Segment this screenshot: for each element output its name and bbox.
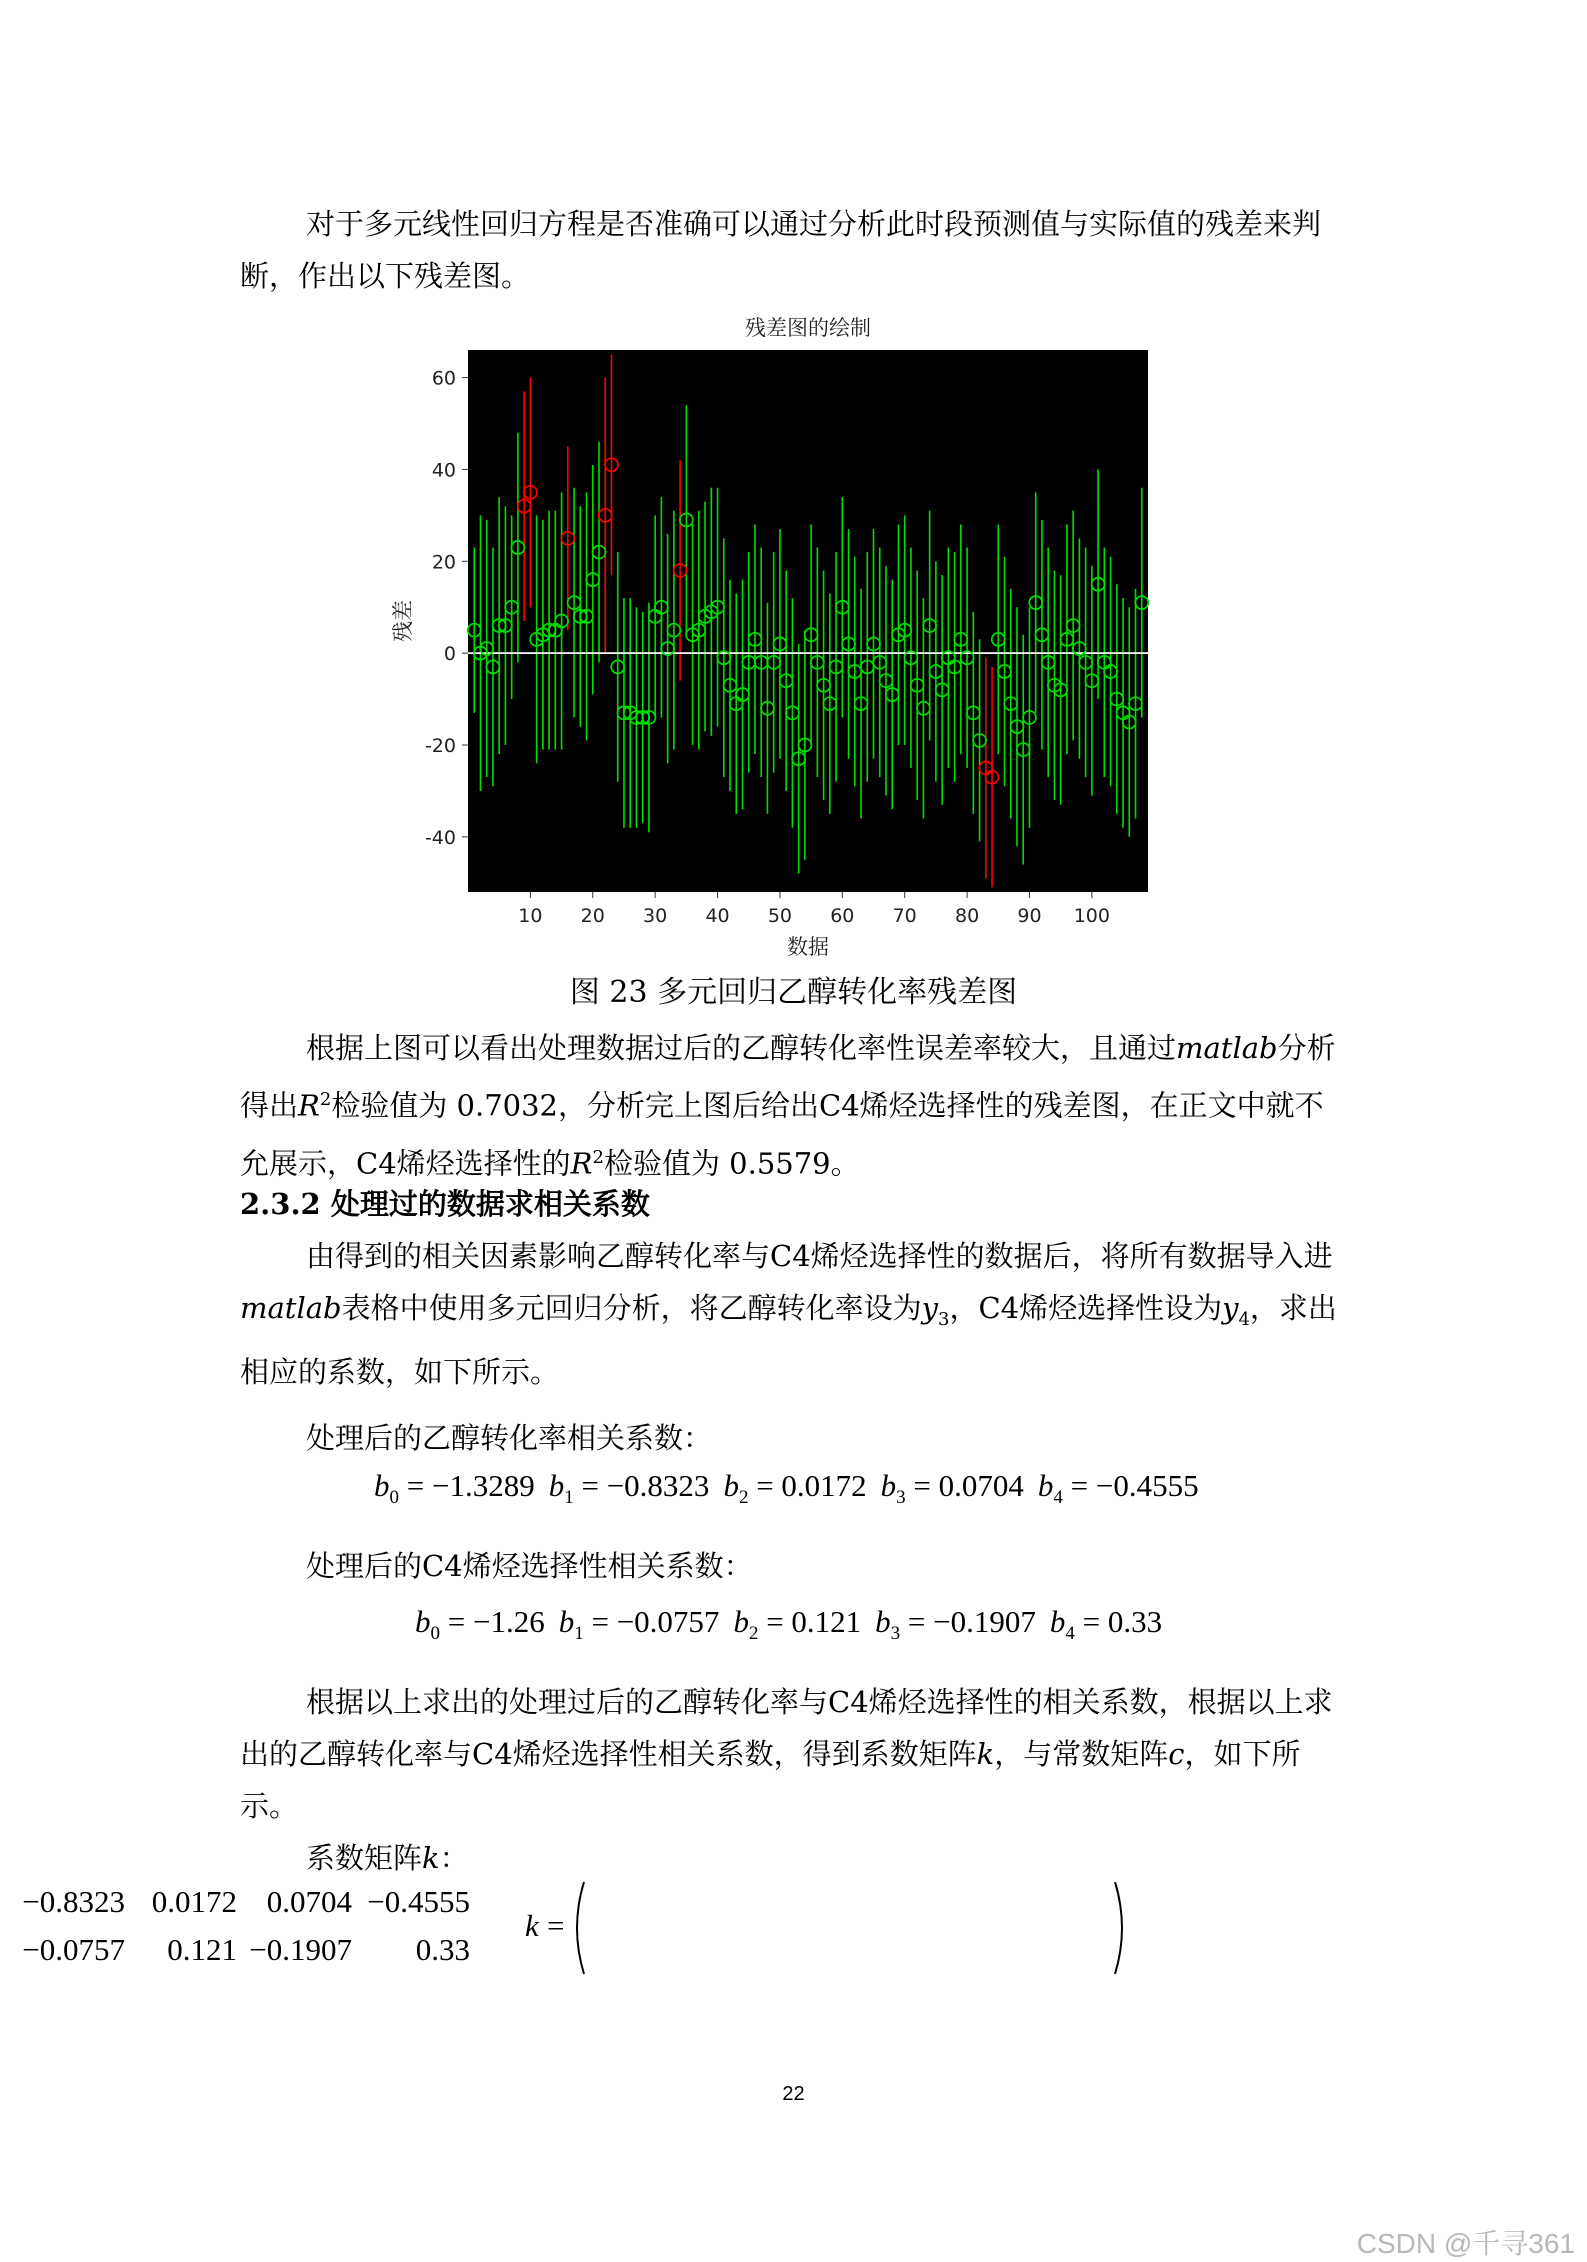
k-symbol: k — [976, 1737, 995, 1771]
x-tick-label: 90 — [1017, 905, 1042, 927]
figure-caption: 图 23 多元回归乙醇转化率残差图 — [569, 975, 1018, 1010]
residual-chart — [380, 305, 1160, 965]
conversion-coeff-label: 处理后的乙醇转化率相关系数： — [306, 1421, 713, 1455]
chart-title: 残差图的绘制 — [745, 316, 871, 340]
coefficient-symbol: b — [875, 1604, 891, 1639]
c-symbol: c — [1168, 1737, 1185, 1771]
coefficient-value: = 0.33 — [1074, 1604, 1163, 1639]
matrix-label-text-b: ： — [439, 1841, 469, 1875]
method-text-d: ，求出相应的系数，如下所示。 — [240, 1291, 1337, 1389]
coefficient-subscript: 0 — [430, 1623, 440, 1645]
matrix-symbol: k — [525, 1908, 539, 1943]
analysis-text-b: 分析得出 — [240, 1031, 1336, 1123]
conversion-coeff-equation — [374, 1468, 1213, 1509]
csdn-watermark: CSDN @千寻361 — [1356, 2228, 1575, 2259]
coefficient-subscript: 4 — [1065, 1623, 1075, 1645]
coefficient-term — [548, 1468, 710, 1509]
method-text-a: 由得到的相关因素影响乙醇转化率与C4烯烃选择性的数据后，将所有数据导入进 — [306, 1239, 1333, 1273]
plot-area — [468, 350, 1148, 892]
x-tick-label: 20 — [580, 905, 605, 927]
x-tick-label: 100 — [1073, 905, 1110, 927]
coefficient-subscript: 1 — [564, 1487, 574, 1509]
r-squared-symbol-2: R — [570, 1146, 593, 1181]
y-tick-label: 0 — [443, 643, 456, 666]
coefficient-value: = −1.3289 — [399, 1468, 535, 1503]
coefficient-symbol: b — [415, 1604, 431, 1639]
coefficient-symbol: b — [1049, 1604, 1066, 1639]
coefficient-symbol: b — [558, 1604, 575, 1639]
x-tick-label: 60 — [830, 905, 855, 927]
matrix-intro-paragraph — [240, 1676, 1345, 1832]
coefficient-term — [733, 1604, 862, 1645]
x-tick-label: 50 — [767, 905, 793, 927]
coefficient-value: = −0.8323 — [573, 1468, 710, 1503]
coefficient-value: = −0.4555 — [1062, 1468, 1199, 1503]
intro-paragraph: 对于多元线性回归方程是否准确可以通过分析此时段预测值与实际值的残差来判断，作出以下残差图。 — [240, 207, 1322, 293]
y-tick-label: -40 — [424, 826, 456, 849]
matlab-term-2: matlab — [240, 1291, 342, 1325]
matrix-equals: = — [547, 1908, 565, 1943]
matrix-cell: −0.4555 — [367, 1884, 470, 1919]
method-text-b: 表格中使用多元回归分析，将乙醇转化率设为 — [341, 1291, 922, 1325]
matrix-cell: −0.1907 — [249, 1932, 352, 1967]
coefficient-subscript: 4 — [1053, 1487, 1063, 1509]
selectivity-coeff-equation — [415, 1604, 1176, 1645]
matrix-intro-text-b: ，与常数矩阵 — [994, 1737, 1169, 1771]
coefficient-value: = −1.26 — [440, 1604, 545, 1639]
analysis-paragraph — [240, 1022, 1345, 1189]
coefficient-value: = 0.0172 — [748, 1468, 867, 1503]
coefficient-subscript: 2 — [748, 1623, 759, 1645]
k-symbol-2: k — [422, 1841, 440, 1875]
matrix-cell: 0.121 — [167, 1932, 237, 1967]
coefficient-value: = 0.121 — [758, 1604, 862, 1639]
coefficient-symbol: b — [733, 1604, 749, 1639]
analysis-text-a: 根据上图可以看出处理数据过后的乙醇转化率性误差率较大，且通过 — [306, 1031, 1177, 1065]
analysis-text-c: 检验值为 0.7032，分析完上图后给出C4烯烃选择性的残差图，在正文中就不允展示，C4烯烃选择性的 — [240, 1088, 1324, 1181]
matrix-cell: 0.0172 — [151, 1884, 237, 1919]
matrix-label-text-a: 系数矩阵 — [306, 1841, 423, 1875]
coefficient-symbol: b — [880, 1468, 897, 1503]
matrix-intro-text-c: ，如下所示。 — [240, 1737, 1301, 1823]
r-squared-symbol: R — [298, 1088, 320, 1123]
coefficient-term — [880, 1468, 1024, 1509]
coefficient-term — [723, 1468, 867, 1509]
coefficient-symbol: b — [374, 1468, 390, 1503]
matrix-cell: −0.0757 — [22, 1932, 125, 1967]
y4-subscript: 4 — [1238, 1308, 1250, 1330]
coefficient-symbol: b — [723, 1468, 739, 1503]
coefficient-subscript: 1 — [574, 1623, 584, 1645]
r-squared-superscript-2: 2 — [592, 1146, 604, 1168]
y-axis-label: 残差 — [391, 600, 415, 642]
x-tick-label: 10 — [518, 905, 543, 927]
matrix-intro-text-a: 根据以上求出的处理过后的乙醇转化率与C4烯烃选择性的相关系数，根据以上求出的乙醇转化率与C4烯烃选择性相关系数，得到系数矩阵 — [240, 1685, 1333, 1771]
coefficient-subscript: 0 — [389, 1487, 399, 1509]
coefficient-term — [558, 1604, 720, 1645]
matrix-cell: 0.0704 — [266, 1884, 352, 1919]
coefficient-symbol: b — [1037, 1468, 1054, 1503]
y4-symbol: y — [1222, 1291, 1239, 1325]
matrix-cell: −0.8323 — [22, 1884, 125, 1919]
matrix-label-paragraph — [240, 1832, 1345, 1884]
y-tick-label: 20 — [431, 551, 456, 574]
method-paragraph — [240, 1230, 1345, 1398]
selectivity-coeff-label: 处理后的C4烯烃选择性相关系数： — [306, 1549, 753, 1583]
coefficient-term — [415, 1604, 545, 1645]
coefficient-value: = −0.0757 — [583, 1604, 720, 1639]
y3-subscript: 3 — [937, 1308, 950, 1330]
coefficient-term — [1049, 1604, 1163, 1645]
matrix-brackets — [570, 1878, 1130, 1978]
coefficient-term — [1037, 1468, 1199, 1509]
coefficient-symbol: b — [548, 1468, 565, 1503]
coefficient-subscript: 3 — [896, 1487, 906, 1509]
y-tick-label: 40 — [431, 459, 456, 482]
y-tick-label: -20 — [424, 735, 456, 758]
page-number: 22 — [782, 2083, 805, 2105]
x-axis-label: 数据 — [787, 935, 829, 959]
coefficient-value: = 0.0704 — [905, 1468, 1024, 1503]
coefficient-subscript: 3 — [890, 1623, 901, 1645]
x-tick-label: 40 — [705, 905, 730, 927]
x-tick-label: 80 — [954, 905, 980, 927]
matlab-term: matlab — [1176, 1031, 1278, 1065]
y3-symbol: y — [921, 1291, 938, 1325]
coefficient-subscript: 2 — [738, 1487, 749, 1509]
matrix-cell: 0.33 — [415, 1932, 470, 1967]
x-tick-label: 30 — [643, 905, 668, 927]
coefficient-term — [374, 1468, 535, 1509]
analysis-text-d: 检验值为 0.5579。 — [603, 1146, 860, 1181]
section-heading: 2.3.2 处理过的数据求相关系数 — [240, 1187, 650, 1221]
r-squared-superscript: 2 — [319, 1089, 332, 1110]
coefficient-term — [875, 1604, 1036, 1645]
y-tick-label: 60 — [431, 367, 456, 390]
coefficient-value: = −0.1907 — [900, 1604, 1036, 1639]
method-text-c: ，C4烯烃选择性设为 — [949, 1291, 1223, 1325]
x-tick-label: 70 — [892, 905, 917, 927]
